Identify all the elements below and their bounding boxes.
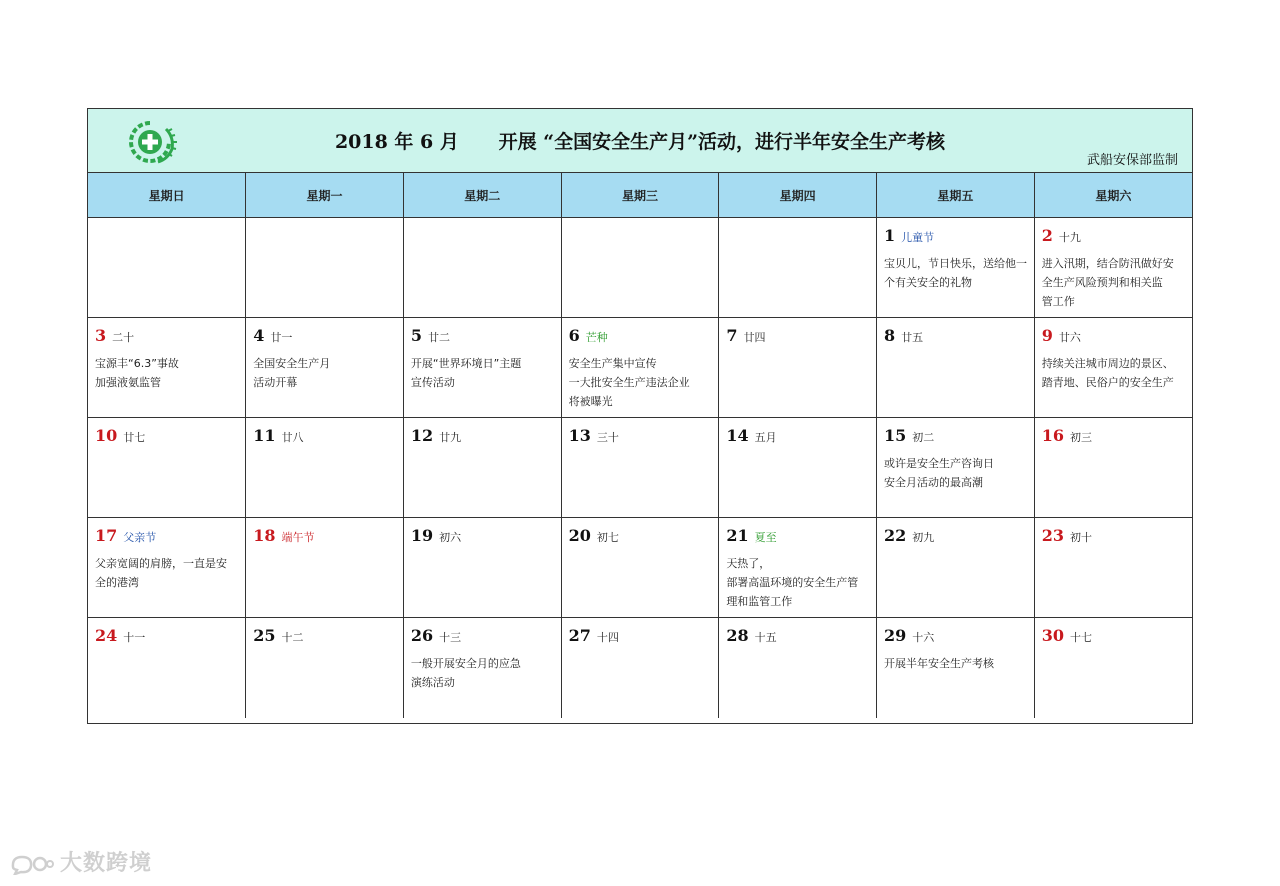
- day-number: 23: [1041, 526, 1064, 545]
- note-line: 父亲宽阔的肩膀，一直是安: [95, 557, 227, 570]
- lunar-date: 廿五: [901, 331, 924, 344]
- lunar-date: 初七: [596, 531, 619, 544]
- lunar-date: 十三: [439, 631, 462, 644]
- day-header: [95, 326, 134, 345]
- day-header: [569, 626, 619, 645]
- calendar-frame: [87, 108, 1193, 724]
- day-number: 6: [568, 326, 580, 345]
- note-line: 宣传活动: [410, 376, 455, 389]
- note-line: 一般开展安全月的应急: [410, 657, 521, 670]
- day-number: 26: [410, 626, 434, 645]
- day-header: [411, 626, 461, 645]
- note-line: 全生产风险预判和相关监: [1041, 276, 1163, 289]
- day-number: 15: [884, 426, 907, 445]
- day-header: [411, 326, 450, 345]
- note-line: 活动开幕: [253, 376, 298, 389]
- title-bar: [88, 109, 1192, 173]
- day-note: [1042, 354, 1187, 392]
- lunar-date: 十五: [754, 631, 777, 644]
- day-header: [726, 526, 776, 545]
- day-cell: [561, 618, 719, 718]
- calendar-grid: [88, 173, 1192, 718]
- supervisor-credit: 武船安保部监制: [1086, 153, 1178, 168]
- day-cell: [1034, 618, 1192, 718]
- day-number: 1: [884, 226, 896, 245]
- day-cell: [403, 418, 561, 518]
- lunar-date: 初六: [439, 531, 462, 544]
- day-cell: [403, 618, 561, 718]
- empty-day-cell: [403, 218, 561, 318]
- lunar-date: 初三: [1069, 431, 1092, 444]
- day-header: [884, 426, 934, 445]
- day-cell: [403, 518, 561, 618]
- day-header: [884, 626, 934, 645]
- day-number: 19: [410, 526, 434, 545]
- day-note: [411, 354, 556, 392]
- note-line: 理和监管工作: [726, 595, 793, 608]
- lunar-date: 廿九: [439, 431, 462, 444]
- weekday-header-row: [88, 173, 1192, 218]
- day-note: [1042, 254, 1187, 311]
- note-line: 加强液氨监管: [95, 376, 161, 389]
- watermark: [10, 846, 152, 877]
- lunar-date: 廿六: [1058, 331, 1081, 344]
- note-line: 全国安全生产月: [253, 357, 331, 370]
- lunar-date: 儿童节: [901, 231, 935, 244]
- day-header: [569, 426, 619, 445]
- empty-day-cell: [719, 218, 877, 318]
- lunar-date: 十六: [912, 631, 935, 644]
- day-number: 25: [253, 626, 276, 645]
- note-line: 进入汛期，结合防汛做好安: [1041, 257, 1174, 270]
- day-cell: [1034, 418, 1192, 518]
- day-cell: [246, 418, 404, 518]
- day-cell: [88, 318, 246, 418]
- lunar-date: 初十: [1069, 531, 1092, 544]
- day-note: [884, 254, 1029, 292]
- day-note: [726, 554, 871, 611]
- day-header: [253, 326, 292, 345]
- day-number: 4: [253, 326, 265, 345]
- lunar-date: 三十: [596, 431, 619, 444]
- lunar-date: 初二: [912, 431, 935, 444]
- day-number: 22: [884, 526, 907, 545]
- day-header: [569, 326, 608, 345]
- day-header: [411, 426, 461, 445]
- note-line: 管工作: [1041, 295, 1075, 308]
- weekday-thursday: 星期四: [719, 173, 877, 218]
- weekday-sunday: 星期日: [88, 173, 246, 218]
- note-line: 宝贝儿，节日快乐，送给他一: [884, 257, 1028, 270]
- weekday-saturday: 星期六: [1034, 173, 1192, 218]
- day-number: 29: [884, 626, 907, 645]
- lunar-date: 五月: [754, 431, 777, 444]
- lunar-date: 廿八: [281, 431, 304, 444]
- day-header: [411, 526, 461, 545]
- note-line: 持续关注城市周边的景区、: [1041, 357, 1174, 370]
- week-row: [88, 218, 1192, 318]
- note-line: 部署高温环境的安全生产管: [726, 576, 859, 589]
- day-header: [253, 626, 303, 645]
- week-row: [88, 618, 1192, 718]
- day-number: 16: [1041, 426, 1064, 445]
- day-number: 11: [253, 426, 276, 445]
- day-cell: [719, 518, 877, 618]
- lunar-date: 初九: [912, 531, 935, 544]
- lunar-date: 夏至: [754, 531, 777, 544]
- day-cell: [561, 518, 719, 618]
- day-cell: [88, 618, 246, 718]
- note-line: 或许是安全生产咨询日: [884, 457, 995, 470]
- day-header: [253, 526, 314, 545]
- day-cell: [88, 518, 246, 618]
- day-number: 13: [568, 426, 591, 445]
- day-cell: [1034, 218, 1192, 318]
- empty-day-cell: [246, 218, 404, 318]
- watermark-text: 大数跨境: [60, 851, 153, 876]
- day-number: 12: [410, 426, 434, 445]
- day-cell: [246, 518, 404, 618]
- day-header: [726, 326, 765, 345]
- day-note: [253, 354, 398, 392]
- day-number: 20: [568, 526, 591, 545]
- day-cell: [877, 318, 1035, 418]
- note-line: 开展半年安全生产考核: [884, 657, 995, 670]
- day-header: [95, 426, 145, 445]
- day-number: 17: [95, 526, 118, 545]
- week-row: [88, 418, 1192, 518]
- day-header: [884, 226, 934, 245]
- day-note: [884, 454, 1029, 492]
- day-note: [569, 354, 714, 411]
- day-number: 7: [726, 326, 738, 345]
- note-line: 踏青地、民俗户的安全生产: [1041, 376, 1174, 389]
- week-row: [88, 318, 1192, 418]
- day-cell: [719, 618, 877, 718]
- day-cell: [1034, 318, 1192, 418]
- day-cell: [719, 418, 877, 518]
- note-line: 天热了，: [726, 557, 771, 570]
- day-cell: [561, 418, 719, 518]
- day-header: [884, 526, 934, 545]
- day-header: [253, 426, 303, 445]
- chat-bubble-logo-icon: [10, 853, 54, 875]
- day-number: 2: [1041, 226, 1053, 245]
- lunar-date: 廿四: [743, 331, 766, 344]
- day-number: 18: [253, 526, 276, 545]
- day-header: [95, 626, 145, 645]
- day-header: [1042, 426, 1092, 445]
- day-header: [95, 526, 156, 545]
- day-number: 27: [568, 626, 591, 645]
- calendar-title: 2018 年 6 月 开展 “全国安全生产月”活动，进行半年安全生产考核: [334, 131, 946, 153]
- weekday-monday: 星期一: [246, 173, 404, 218]
- note-line: 安全生产集中宣传: [568, 357, 657, 370]
- day-header: [1042, 626, 1092, 645]
- day-cell: [719, 318, 877, 418]
- day-number: 28: [726, 626, 749, 645]
- day-cell: [246, 318, 404, 418]
- day-note: [95, 354, 240, 392]
- day-number: 3: [95, 326, 107, 345]
- day-number: 21: [726, 526, 749, 545]
- lunar-date: 芒种: [585, 331, 608, 344]
- week-row: [88, 518, 1192, 618]
- day-header: [726, 426, 776, 445]
- note-line: 宝源丰“6.3”事故: [95, 357, 179, 370]
- lunar-date: 廿七: [123, 431, 146, 444]
- lunar-date: 十九: [1058, 231, 1081, 244]
- lunar-date: 十四: [596, 631, 619, 644]
- day-number: 10: [95, 426, 118, 445]
- day-cell: [1034, 518, 1192, 618]
- day-cell: [877, 218, 1035, 318]
- empty-day-cell: [88, 218, 246, 318]
- day-cell: [877, 518, 1035, 618]
- note-line: 全的港湾: [95, 576, 139, 589]
- note-line: 开展“世界环境日”主题: [410, 357, 522, 370]
- lunar-date: 廿二: [428, 331, 451, 344]
- weekday-tuesday: 星期二: [403, 173, 561, 218]
- day-cell: [561, 318, 719, 418]
- day-number: 24: [95, 626, 118, 645]
- weekday-wednesday: 星期三: [561, 173, 719, 218]
- day-header: [1042, 226, 1081, 245]
- day-header: [884, 326, 923, 345]
- lunar-date: 二十: [112, 331, 135, 344]
- lunar-date: 十一: [123, 631, 146, 644]
- day-cell: [877, 418, 1035, 518]
- day-header: [569, 526, 619, 545]
- day-number: 8: [884, 326, 896, 345]
- day-cell: [246, 618, 404, 718]
- day-number: 14: [726, 426, 749, 445]
- day-header: [1042, 326, 1081, 345]
- note-line: 一大批安全生产违法企业: [568, 376, 690, 389]
- empty-day-cell: [561, 218, 719, 318]
- note-line: 安全月活动的最高潮: [884, 476, 984, 489]
- lunar-date: 廿一: [270, 331, 293, 344]
- note-line: 演练活动: [410, 676, 455, 689]
- weekday-friday: 星期五: [877, 173, 1035, 218]
- day-cell: [88, 418, 246, 518]
- day-note: [884, 654, 1029, 673]
- lunar-date: 父亲节: [123, 531, 157, 544]
- lunar-date: 端午节: [281, 531, 315, 544]
- day-cell: [877, 618, 1035, 718]
- day-number: 30: [1041, 626, 1064, 645]
- note-line: 个有关安全的礼物: [884, 276, 973, 289]
- day-number: 9: [1041, 326, 1053, 345]
- lunar-date: 十七: [1069, 631, 1092, 644]
- day-header: [726, 626, 776, 645]
- note-line: 将被曝光: [568, 395, 613, 408]
- day-note: [411, 654, 556, 692]
- day-header: [1042, 526, 1092, 545]
- day-note: [95, 554, 240, 592]
- lunar-date: 十二: [281, 631, 304, 644]
- day-number: 5: [410, 326, 423, 345]
- day-cell: [403, 318, 561, 418]
